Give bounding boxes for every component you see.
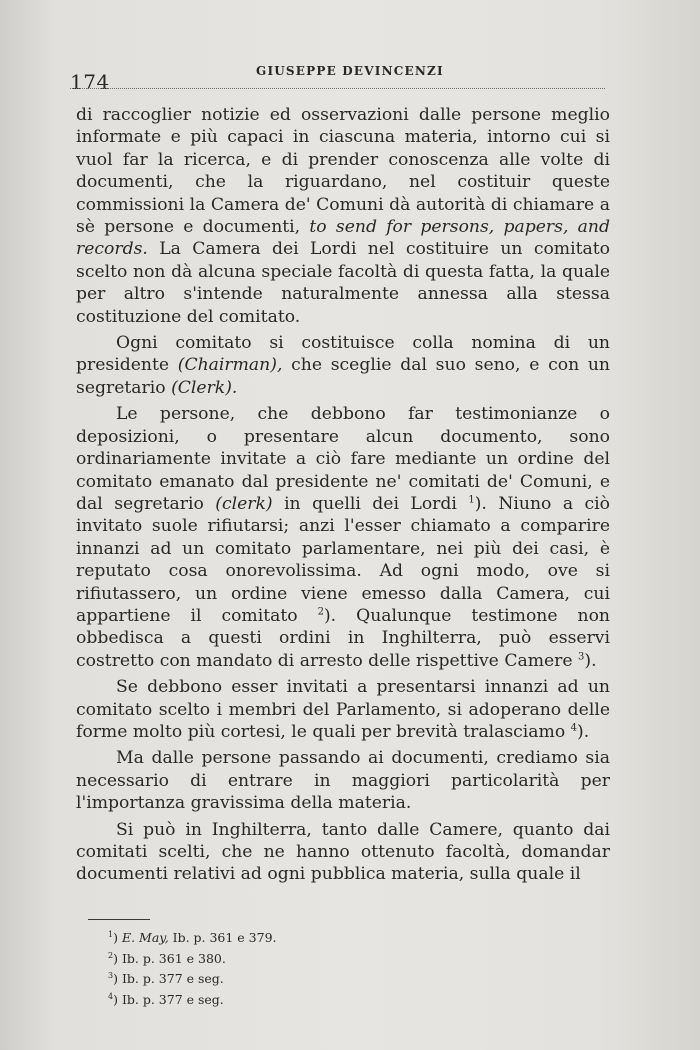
footnote-ref-4[interactable]: 4 xyxy=(570,722,578,734)
paragraph-4: Se debbono esser invitati a presentarsi innanzi ad un comitato scelto i membri del Parlamento, si adoperano delle forme molto più cortesi, le quali per brevità tralasciamo $^4$). xyxy=(76,677,610,742)
footnotes xyxy=(108,928,508,1010)
paragraph-2: Ogni comitato si costituisce colla nomina di un presidente (Chairman), che sceglie dal suo seno, e con un segretario (Clerk). xyxy=(76,333,610,398)
italic-chairman: (Chairman), xyxy=(177,355,283,376)
italic-clerk: (Clerk). xyxy=(171,377,238,398)
footnote-ref-1[interactable]: 1 xyxy=(468,494,475,506)
italic-clerk-lower: (clerk) xyxy=(215,493,273,514)
italic-phrase: to send for persons, papers, and records. xyxy=(76,217,610,260)
paragraph-5: Ma dalle persone passando ai documenti, crediamo sia necessario di entrare in maggiori particolarità per l'importanza gravissima della materia. xyxy=(76,748,610,814)
footnote-rule xyxy=(88,919,150,920)
page-number: 174 xyxy=(70,70,110,94)
header-rule xyxy=(70,88,605,89)
running-head: GIUSEPPE DEVINCENZI xyxy=(256,64,444,78)
footnote-1: $^1$) E. May, Ib. p. 361 e 379. xyxy=(108,929,277,945)
paragraph-1: di raccoglier notizie ed osservazioni dalle persone meglio informate e più capaci in ciascuna materia, intorno cui si vuol far la ricerca, e di prender conoscenza alle volte di documenti, che la riguardano, nel costituir queste commissioni la Camera de' Comuni dà autorità di chiamare a sè persone e documenti, to send for persons, papers, and records. La Camera dei Lordi nel costituire un comitato scelto non dà alcuna speciale facoltà di questa fatta, la quale per altro s'intende naturalmente annessa alla stessa costituzione del comitato. xyxy=(76,105,610,327)
footnote-3: $^3$) Ib. p. 377 e seg. xyxy=(108,970,224,986)
footnote-4: $^4$) Ib. p. 377 e seg. xyxy=(108,991,224,1007)
body-text xyxy=(76,104,610,890)
paragraph-3: Le persone, che debbono far testimonianze o deposizioni, o presentare alcun documento, sono ordinariamente invitate a ciò fare mediante un ordine del comitato emanato dal presidente ne' comitati de' Comuni, e dal segretario (clerk) in quelli dei Lordi $^1$). Niuno a ciò invitato suole rifiutarsi; anzi l'esser chiamato a comparire innanzi ad un comitato parlamentare, nei più dei casi, è reputato cosa onorevolissima. Ad ogni modo, ove si rifiutassero, un ordine viene emesso dalla Camera, cui appartiene il comitato $^2$). Qualunque testimone non obbedisca a questi ordini in Inghilterra, può esservi costretto con mandato di arresto delle rispettive Camere $^3$). xyxy=(76,404,610,671)
footnote-2: $^2$) Ib. p. 361 e 380. xyxy=(108,950,226,966)
page-header xyxy=(70,64,610,94)
footnote-ref-2[interactable]: 2 xyxy=(317,606,324,618)
paragraph-6: Si può in Inghilterra, tanto dalle Camere, quanto dai comitati scelti, che ne hanno ottenuto facoltà, domandar documenti relativi ad ogni pubblica materia, sulla quale il xyxy=(76,819,610,885)
footnote-ref-3[interactable]: 3 xyxy=(578,651,585,663)
